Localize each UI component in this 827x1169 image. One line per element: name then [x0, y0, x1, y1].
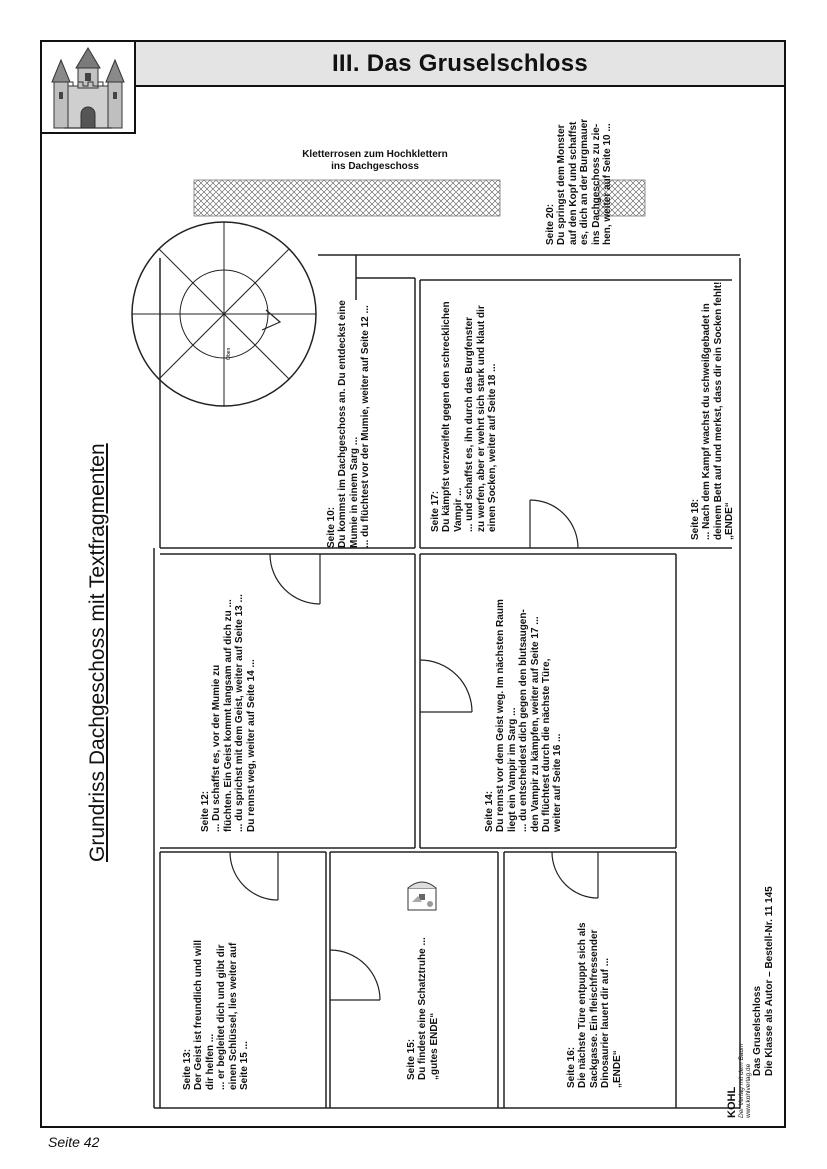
fragment-seite-10 — [326, 300, 372, 548]
fragment-line: „ENDE“ — [724, 502, 736, 540]
fragment-line: Der Geist ist freundlich und will — [193, 939, 205, 1090]
climbing-roses-line2: ins Dachgeschoss — [331, 161, 419, 172]
footer-line2: Die Klasse als Autor – Bestell-Nr. 11 145 — [764, 886, 775, 1076]
fragment-line: Du springst dem Monster — [556, 124, 568, 245]
fragment-line: ins Dachgeschoss zu zie- — [590, 123, 602, 245]
door-arc — [270, 554, 320, 604]
publisher-name: KOHL — [726, 1086, 738, 1118]
footer-meta — [752, 886, 776, 1076]
publisher-sub: Der Verlag mit dem Baum — [738, 1043, 745, 1118]
fragment-title: Seite 20: — [545, 203, 556, 245]
fragment-line: „ENDE“ — [611, 1050, 623, 1088]
climbing-roses-line1: Kletterrosen zum Hochklettern — [302, 149, 448, 160]
fragment-seite-18 — [690, 282, 736, 540]
climbing-roses-label — [285, 149, 465, 173]
fragment-line: Seite 15 ... — [239, 1041, 251, 1090]
fragment-line: Die nächste Türe entpuppt sich als — [577, 922, 589, 1088]
fragment-line: ... du entscheidest dich gegen den blutsaugen- — [518, 609, 530, 832]
fragment-line: einen Socken, weiter auf Seite 18 ... — [487, 363, 499, 532]
fragment-line: Du kommst im Dachgeschoss an. Du entdeckst eine — [337, 300, 349, 548]
fragment-seite-14 — [484, 599, 564, 832]
fragment-seite-17 — [430, 301, 498, 532]
fragment-line: ... du flüchtest vor der Mumie, weiter auf Seite 12 ... — [360, 305, 372, 548]
fragment-line: es, dich an der Burgmauer — [579, 118, 591, 245]
fragment-line: liegt ein Vampir im Sarg ... — [506, 707, 518, 832]
fragment-title: Seite 13: — [182, 1048, 193, 1090]
fragment-line: einen Schlüssel, lies weiter auf — [227, 942, 239, 1090]
publisher-url: www.kohlverlag.de — [745, 1063, 752, 1118]
fragment-title: Seite 16: — [566, 1046, 577, 1088]
fragment-title: Seite 14: — [484, 790, 495, 832]
fragment-title: Seite 12: — [200, 790, 211, 832]
fragment-line: deinem Bett auf und merkst, dass dir ein Socken fehlt! — [712, 281, 724, 540]
fragment-seite-15 — [406, 937, 440, 1080]
fragment-line: Du rennst vor dem Geist weg. Im nächsten Raum — [495, 599, 507, 832]
plan-title: Grundriss Dachgeschoss mit Textfragmenten — [86, 443, 109, 862]
fragment-line: ... Du schaffst es, vor der Mumie zu — [211, 664, 223, 832]
fragment-line: ... du sprichst mit dem Geist, weiter auf Seite 13 ... — [234, 594, 246, 832]
fragment-line: ... und schaffst es, ihn durch das Burgfenster — [464, 316, 476, 532]
fragment-line: Du kämpfst verzweifelt gegen den schrecklichen — [441, 301, 453, 532]
fragment-line: Dinosaurier lauert dir auf ... — [600, 957, 612, 1088]
fragment-line: „gutes ENDE“ — [428, 1012, 440, 1080]
publisher-logo — [726, 1043, 752, 1118]
fragment-line: Sackgasse. Ein fleischfressender — [588, 929, 600, 1088]
spiral-staircase — [132, 222, 316, 406]
footer-line1: Das Gruselschloss — [752, 985, 763, 1076]
fragment-line: ... er begleitet dich und gibt dir — [216, 944, 228, 1090]
fragment-line: flüchten. Ein Geist kommt langsam auf dich zu ... — [222, 599, 234, 832]
page-title: III. Das Gruselschloss — [331, 49, 589, 77]
stair-label: Oben — [226, 347, 232, 360]
fragment-line: auf den Kopf und schaffst — [567, 121, 579, 245]
fragment-line: Du flüchtest durch die nächste Türe, — [541, 658, 553, 832]
fragment-title: Seite 18: — [690, 498, 701, 540]
fragment-line: dir helfen ... — [204, 1033, 216, 1090]
fragment-title: Seite 17: — [430, 490, 441, 532]
fragment-line: Du rennst weg, weiter auf Seite 14 ... — [245, 659, 257, 832]
fragment-line: Mumie in einem Sarg ... — [348, 436, 360, 548]
fragment-line: weiter auf Seite 16 ... — [552, 733, 564, 832]
fragment-seite-20 — [545, 119, 613, 245]
fragment-line: Du findest eine Schatztruhe ... — [417, 937, 429, 1080]
treasure-chest-icon — [408, 882, 436, 910]
fragment-seite-16 — [566, 922, 623, 1088]
fragment-line: Vampir ... — [452, 487, 464, 532]
fragment-line: den Vampir zu kämpfen, weiter auf Seite 17 ... — [529, 616, 541, 832]
fragment-title: Seite 15: — [406, 1038, 417, 1080]
fragment-line: ... Nach dem Kampf wachst du schweißgebadet in — [701, 303, 713, 540]
fragment-seite-12 — [200, 594, 257, 832]
fragment-title: Seite 10: — [326, 506, 337, 548]
fragment-line: hen, weiter auf Seite 10 ... — [602, 123, 614, 245]
climbing-roses-hatch — [194, 180, 500, 216]
fragment-seite-13 — [182, 940, 250, 1090]
fragment-line: zu werfen, aber er wehrt sich stark und klaut dir — [475, 305, 487, 532]
page-number: Seite 42 — [48, 1134, 100, 1150]
